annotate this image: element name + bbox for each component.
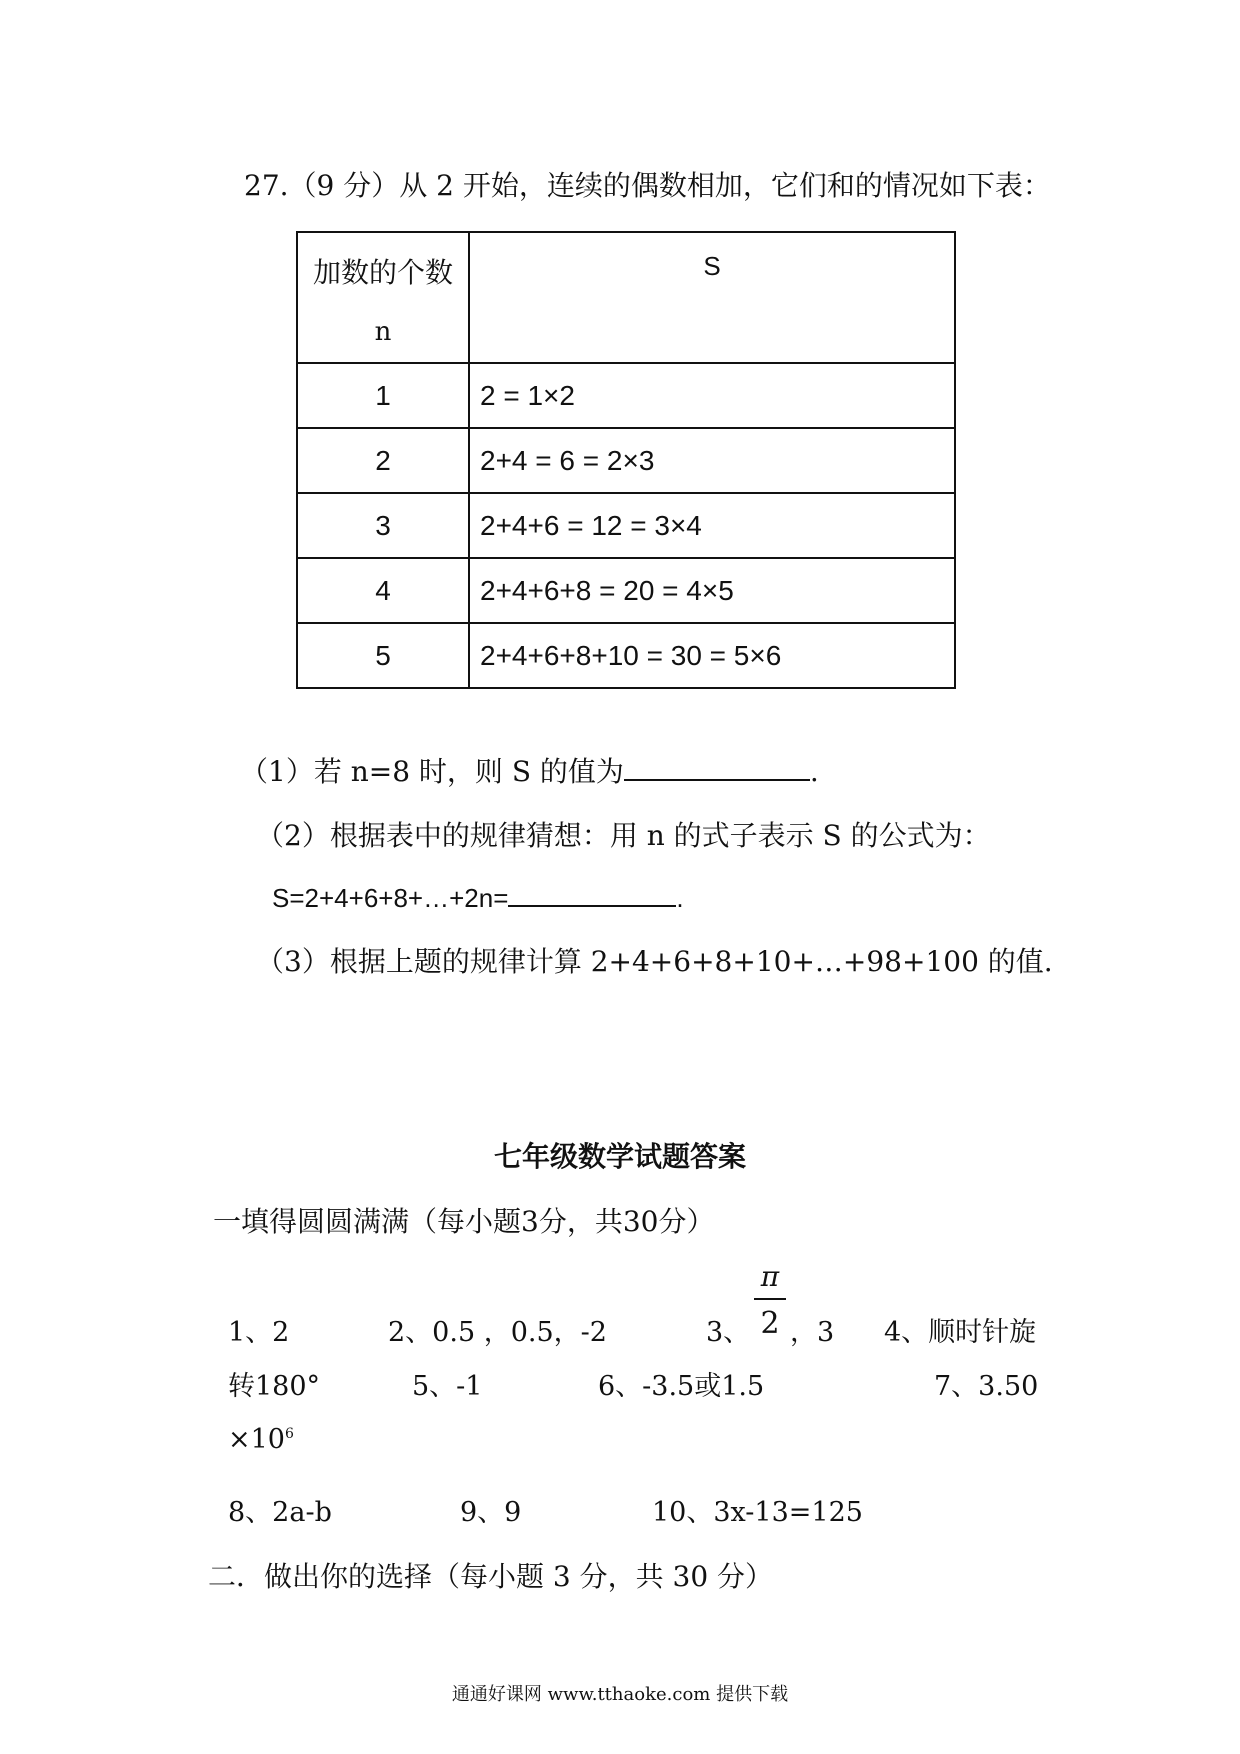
footer-credit: 通通好课网 www.tthaoke.com 提供下载	[451, 1684, 789, 1705]
answer-3-prefix: 3、	[706, 1317, 751, 1348]
cell-n: 4	[297, 558, 469, 623]
section-1-heading: 一填得圆圆满满（每小题3分，共30分）	[213, 1205, 715, 1238]
answer-5: 5、-1	[412, 1371, 483, 1402]
answer-blank-2	[508, 877, 676, 907]
part-3: （3）根据上题的规律计算 2+4+6+8+10+…+98+100 的值.	[256, 945, 1053, 978]
cell-n: 3	[297, 493, 469, 558]
cell-n: 2	[297, 428, 469, 493]
header-s-cell	[469, 232, 955, 363]
answer-9: 9、9	[460, 1497, 522, 1528]
table-row	[297, 428, 955, 493]
question-27-title: 27.（9 分）从 2 开始，连续的偶数相加，它们和的情况如下表：	[244, 169, 1051, 202]
table-row	[297, 363, 955, 428]
cell-s: 2+4+6+8 = 20 = 4×5	[469, 558, 955, 623]
part-2-formula: S=2+4+6+8+…+2n=	[272, 883, 509, 913]
answer-7-base: ×10	[228, 1424, 285, 1455]
cell-s: 2 = 1×2	[469, 363, 955, 428]
answer-2: 2、0.5 ，0.5，-2	[388, 1317, 607, 1348]
answers-title: 七年级数学试题答案	[493, 1140, 746, 1173]
part-2-formula-line	[272, 877, 684, 914]
part-1-end: .	[809, 755, 819, 788]
answer-3-suffix: ，3	[790, 1317, 835, 1348]
answer-1: 1、2	[228, 1317, 290, 1348]
answer-7-exponent: 6	[284, 1426, 294, 1442]
header-n-symbol: n	[374, 317, 392, 347]
answer-8: 8、2a-b	[228, 1497, 332, 1528]
part-1-text: （1）若 n=8 时，则 S 的值为	[240, 755, 624, 788]
part-2: （2）根据表中的规律猜想：用 n 的式子表示 S 的公式为：	[256, 819, 991, 852]
table-row	[297, 558, 955, 623]
pi-over-2-fraction	[754, 1260, 786, 1341]
header-n-cell	[297, 232, 469, 363]
cell-s: 2+4+6 = 12 = 3×4	[469, 493, 955, 558]
answer-6: 6、-3.5或1.5	[598, 1371, 765, 1402]
cell-n: 1	[297, 363, 469, 428]
answer-10: 10、3x-13=125	[652, 1497, 863, 1528]
answer-7-continued	[228, 1424, 294, 1455]
cell-s: 2+4+6+8+10 = 30 = 5×6	[469, 623, 955, 688]
table-row	[297, 623, 955, 688]
fraction-denominator: 2	[760, 1306, 780, 1341]
cell-n: 5	[297, 623, 469, 688]
cell-s: 2+4 = 6 = 2×3	[469, 428, 955, 493]
answer-4-continued: 转180°	[228, 1371, 321, 1402]
answer-7: 7、3.50	[934, 1371, 1039, 1402]
fraction-bar	[754, 1298, 786, 1300]
fraction-numerator: π	[760, 1260, 780, 1293]
section-2-heading: 二．做出你的选择（每小题 3 分，共 30 分）	[208, 1560, 774, 1593]
header-s-label: S	[703, 251, 721, 281]
table-row	[297, 493, 955, 558]
header-n-label: 加数的个数	[312, 256, 453, 289]
part-1	[240, 750, 819, 790]
answer-blank-1	[624, 751, 810, 781]
part-2-end: .	[676, 883, 684, 913]
table-header-row	[297, 232, 955, 363]
answer-4: 4、顺时针旋	[884, 1317, 1037, 1348]
sum-table	[296, 231, 956, 689]
